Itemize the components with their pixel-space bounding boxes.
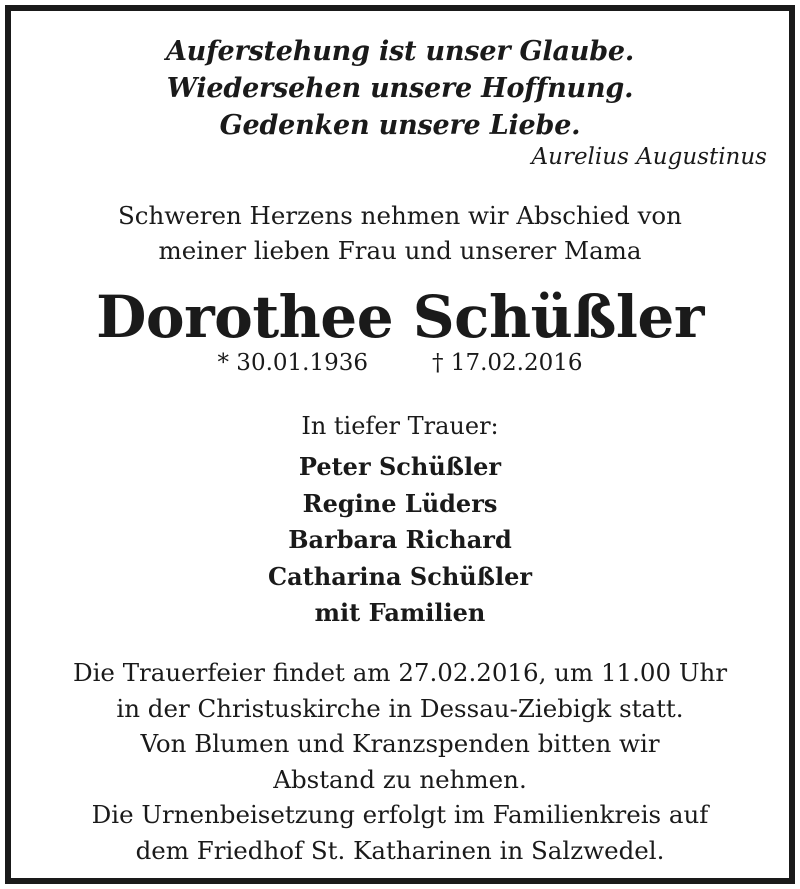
- motto-line: Auferstehung ist unser Glaube.: [165, 36, 635, 67]
- life-dates: [11, 347, 789, 379]
- motto-line: Gedenken unsere Liebe.: [219, 110, 581, 141]
- mourner-name: Catharina Schüßler: [268, 561, 532, 591]
- notice-line: Von Blumen und Kranzspenden bitten wir: [140, 729, 660, 758]
- intro-text: [11, 198, 789, 268]
- motto-quote: [11, 33, 789, 144]
- notice-line: Abstand zu nehmen.: [273, 764, 527, 794]
- notice-line: in der Christuskirche in Dessau-Ziebigk statt.: [116, 693, 684, 723]
- intro-line: Schweren Herzens nehmen wir Abschied von: [118, 201, 682, 230]
- mourner-name: Regine Lüders: [302, 488, 498, 518]
- mourners-list: [11, 449, 789, 632]
- notice-line: dem Friedhof St. Katharinen in Salzwedel.: [135, 835, 665, 865]
- birth-date: * 30.01.1936: [217, 350, 368, 376]
- funeral-notice: [11, 655, 789, 868]
- mourner-name: Peter Schüßler: [298, 452, 502, 481]
- notice-line: Die Urnenbeisetzung erfolgt im Familienkreis auf: [91, 800, 709, 829]
- quote-author: Aurelius Augustinus: [531, 144, 767, 170]
- obituary-frame: [5, 5, 795, 884]
- intro-line: meiner lieben Frau und unserer Mama: [158, 236, 642, 265]
- notice-line: Die Trauerfeier findet am 27.02.2016, um 11.00 Uhr: [72, 658, 728, 687]
- motto-line: Wiedersehen unsere Hoffnung.: [166, 73, 634, 104]
- death-date: † 17.02.2016: [432, 350, 583, 376]
- mourner-name: mit Familien: [314, 598, 486, 627]
- mourner-name: Barbara Richard: [288, 525, 512, 554]
- mourning-label: In tiefer Trauer:: [301, 412, 499, 440]
- deceased-name: Dorothee Schüßler: [96, 283, 704, 351]
